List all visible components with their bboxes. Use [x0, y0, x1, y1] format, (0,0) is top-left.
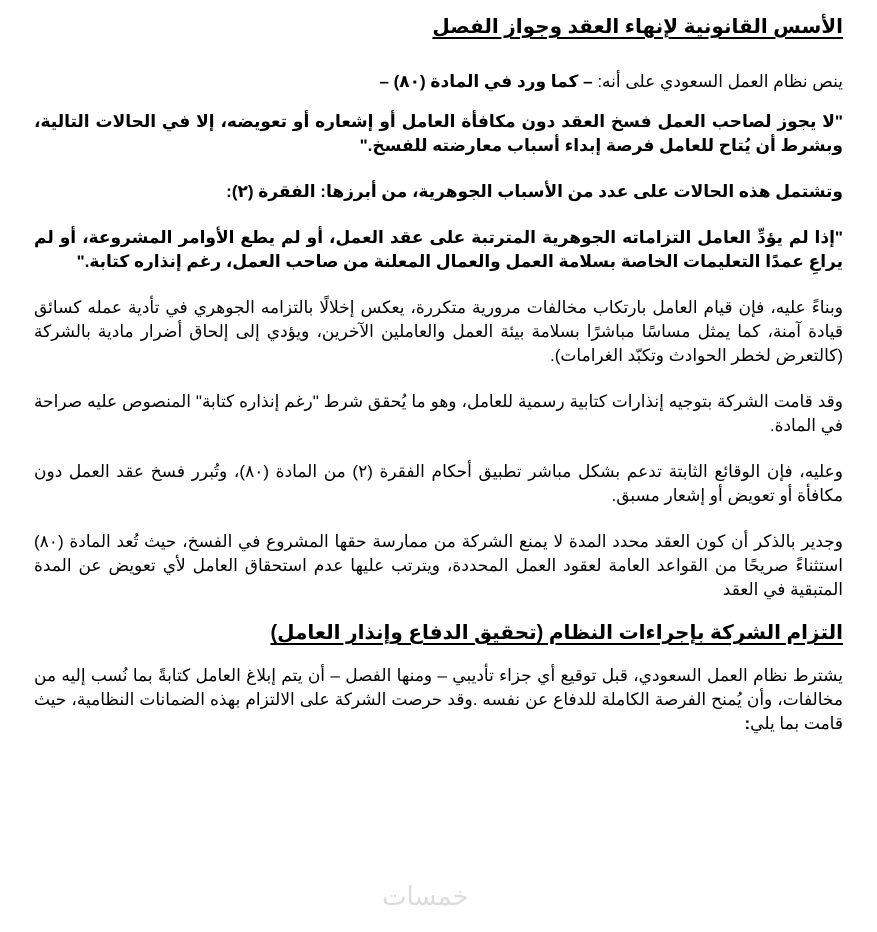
paragraph-procedures [34, 664, 843, 736]
procedures-text: يشترط نظام العمل السعودي، قبل توقيع أي جزاء تأديبي – ومنها الفصل – أن يتم إبلاغ العامل كتابةً بما نُسب إليه من مخالفات، وأن يُمنح الفرصة الكاملة للدفاع عن نفسه .وقد حرصت الشركة على الالتزام بهذه الضمانات النظامية، حيث قامت بما يلي [34, 666, 843, 733]
paragraph-accordingly: وبناءً عليه، فإن قيام العامل بارتكاب مخالفات مرورية متكررة، يعكس إخلالًا بالتزامه الجوهري في تأدية عمله كسائق قيادة آمنة، كما يمثل مساسًا مباشرًا بسلامة بيئة العمل والعاملين الآخرين، ويؤدي إلى إلحاق أضرار مادية بالشركة (كالتعرض لخطر الحوادث وتكبّد الغرامات). [34, 298, 843, 365]
article-quote: "لا يجوز لصاحب العمل فسخ العقد دون مكافأة العامل أو إشعاره أو تعويضه، إلا في الحالات التالية، وبشرط أن يُتاح للعامل فرصة إبداء أسباب معارضته للفسخ." [34, 112, 843, 155]
paragraph-2-quote: "إذا لم يؤدِّ العامل التزاماته الجوهرية المترتبة على عقد العمل، أو لم يطع الأوامر المشروعة، أو لم يراعِ عمدًا التعليمات الخاصة بسلامة العمل والعمال المعلنة من صاحب العمل، رغم إنذاره كتابة." [34, 228, 843, 271]
article-reference: – كما ورد في المادة (٨٠) – [379, 72, 593, 91]
paragraph-warnings: وقد قامت الشركة بتوجيه إنذارات كتابية رسمية للعامل، وهو ما يُحقق شرط "رغم إنذاره كتابة" المنصوص عليه صراحة في المادة. [34, 392, 843, 435]
intro-paragraph [34, 70, 843, 94]
cases-intro: وتشتمل هذه الحالات على عدد من الأسباب الجوهرية، من أبرزها: الفقرة (٢): [226, 182, 843, 201]
paragraph-fixed-term: وجدير بالذكر أن كون العقد محدد المدة لا يمنع الشركة من ممارسة حقها المشروع في الفسخ، حيث تُعد المادة (٨٠) استثناءً صريحًا من القواعد العامة لعقود العمل المحددة، ويترتب عليها عدم استحقاق العامل لأي تعويض عن المدة المتبقية في العقد [34, 532, 843, 599]
procedures-colon: : [744, 714, 751, 733]
section-title-legal-basis: الأسس القانونية لإنهاء العقد وجواز الفصل [432, 16, 843, 38]
paragraph-facts: وعليه، فإن الوقائع الثابتة تدعم بشكل مباشر تطبيق أحكام الفقرة (٢) من المادة (٨٠)، وتُبرر فسخ عقد العمل دون مكافأة أو تعويض أو إشعار مسبق. [34, 462, 843, 505]
intro-text: ينص نظام العمل السعودي على أنه: [592, 72, 843, 91]
section-title-procedures: التزام الشركة بإجراءات النظام (تحقيق الدفاع وإنذار العامل) [270, 622, 843, 644]
watermark-logo: خمسات [382, 882, 469, 912]
